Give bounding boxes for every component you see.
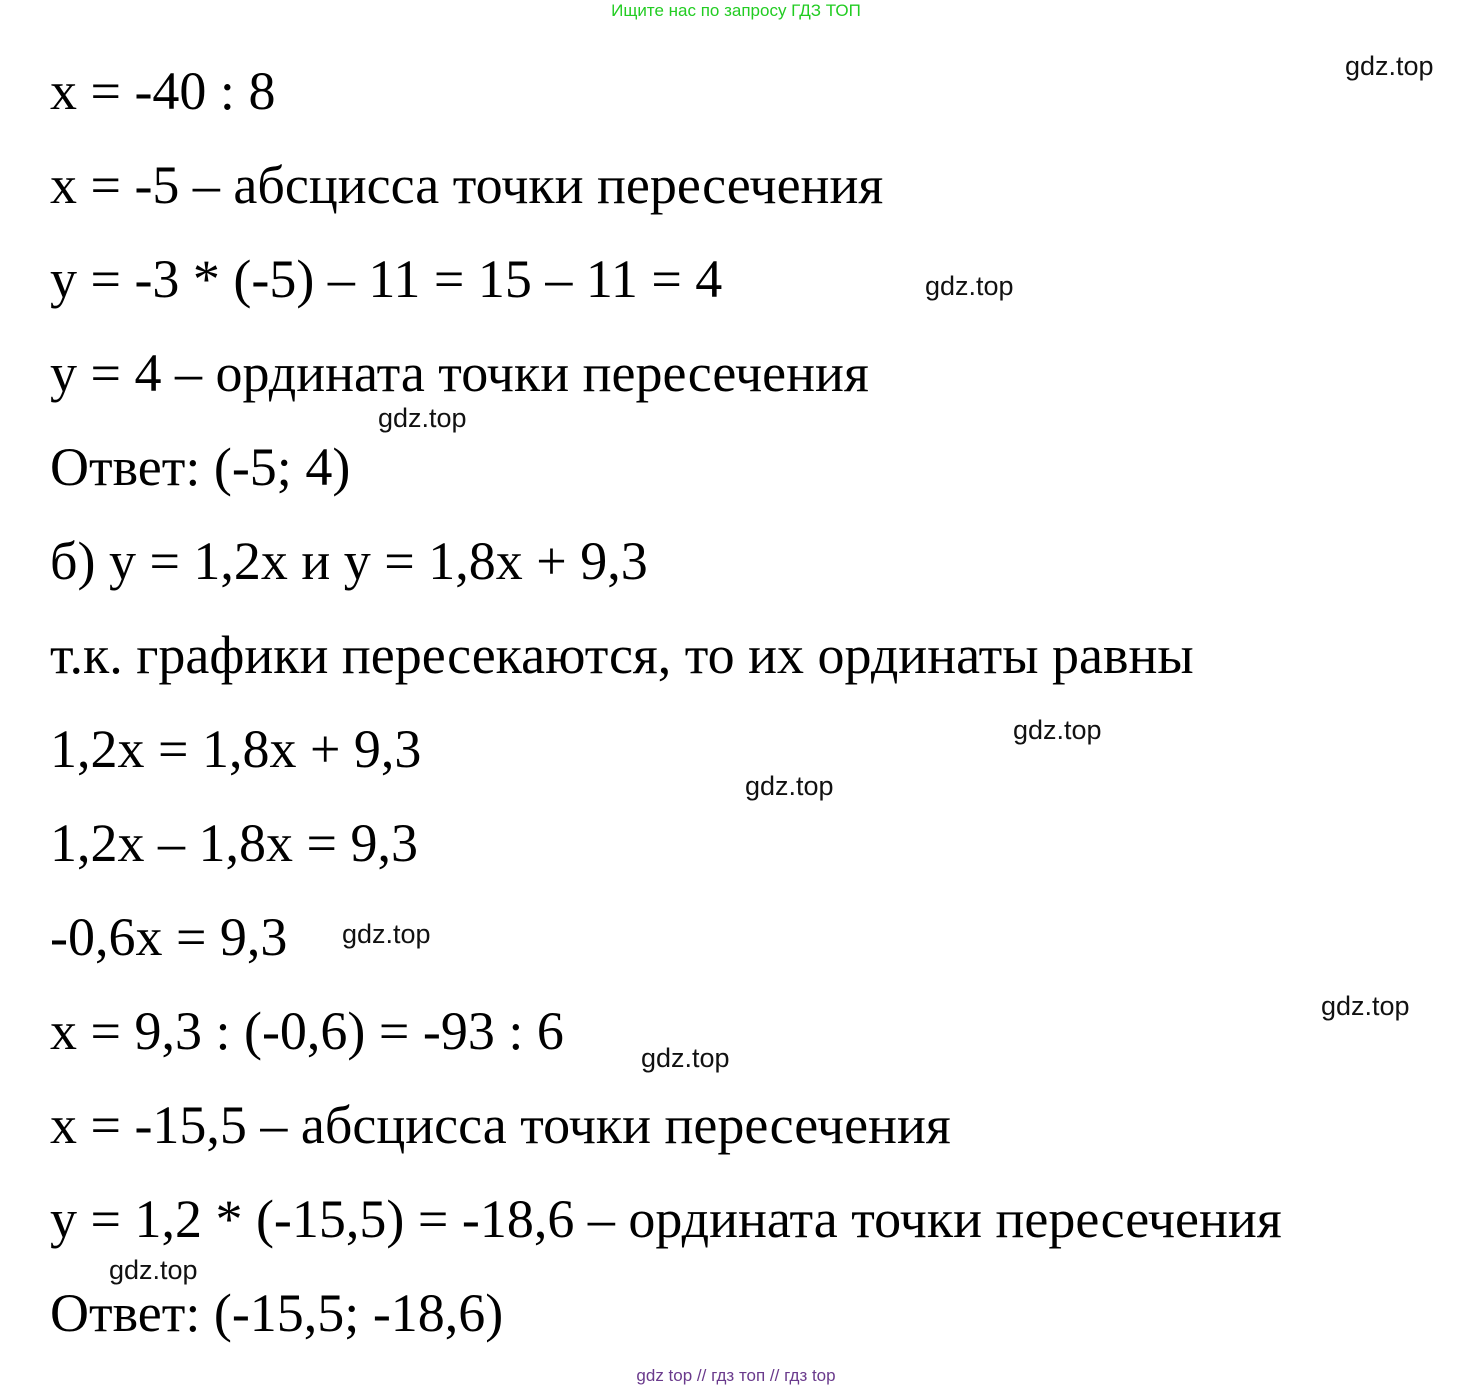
solution-line: x = -5 – абсцисса точки пересечения <box>50 155 884 215</box>
watermark: gdz.top <box>378 403 467 433</box>
watermark: gdz.top <box>745 771 834 801</box>
watermark: gdz.top <box>342 919 431 949</box>
solution-line: 1,2x = 1,8x + 9,3 <box>50 719 422 779</box>
solution-line: -0,6x = 9,3 <box>50 907 288 967</box>
solution-line: x = -40 : 8 <box>50 61 276 121</box>
footer-watermark: gdz top // гдз топ // гдз top <box>636 1366 836 1385</box>
solution-line: x = 9,3 : (-0,6) = -93 : 6 <box>50 1001 564 1061</box>
watermark: gdz.top <box>925 271 1014 301</box>
part-b-heading: б) y = 1,2x и y = 1,8x + 9,3 <box>50 531 648 591</box>
solution-line: x = -15,5 – абсцисса точки пересечения <box>50 1095 951 1155</box>
watermark: gdz.top <box>109 1255 198 1285</box>
watermark: gdz.top <box>1345 51 1434 81</box>
watermark: gdz.top <box>1013 715 1102 745</box>
search-hint-banner: Ищите нас по запросу ГДЗ ТОП <box>611 1 861 20</box>
solution-line: y = -3 * (-5) – 11 = 15 – 11 = 4 <box>50 249 723 309</box>
solution-line: y = 4 – ордината точки пересечения <box>50 343 869 403</box>
solution-line: т.к. графики пересекаются, то их ординаты равны <box>50 625 1194 685</box>
solution-line: 1,2x – 1,8x = 9,3 <box>50 813 418 873</box>
answer-line: Ответ: (-5; 4) <box>50 437 351 497</box>
solution-line: y = 1,2 * (-15,5) = -18,6 – ордината точки пересечения <box>50 1189 1282 1249</box>
watermark: gdz.top <box>1321 991 1410 1021</box>
watermark: gdz.top <box>641 1043 730 1073</box>
answer-line: Ответ: (-15,5; -18,6) <box>50 1283 504 1343</box>
